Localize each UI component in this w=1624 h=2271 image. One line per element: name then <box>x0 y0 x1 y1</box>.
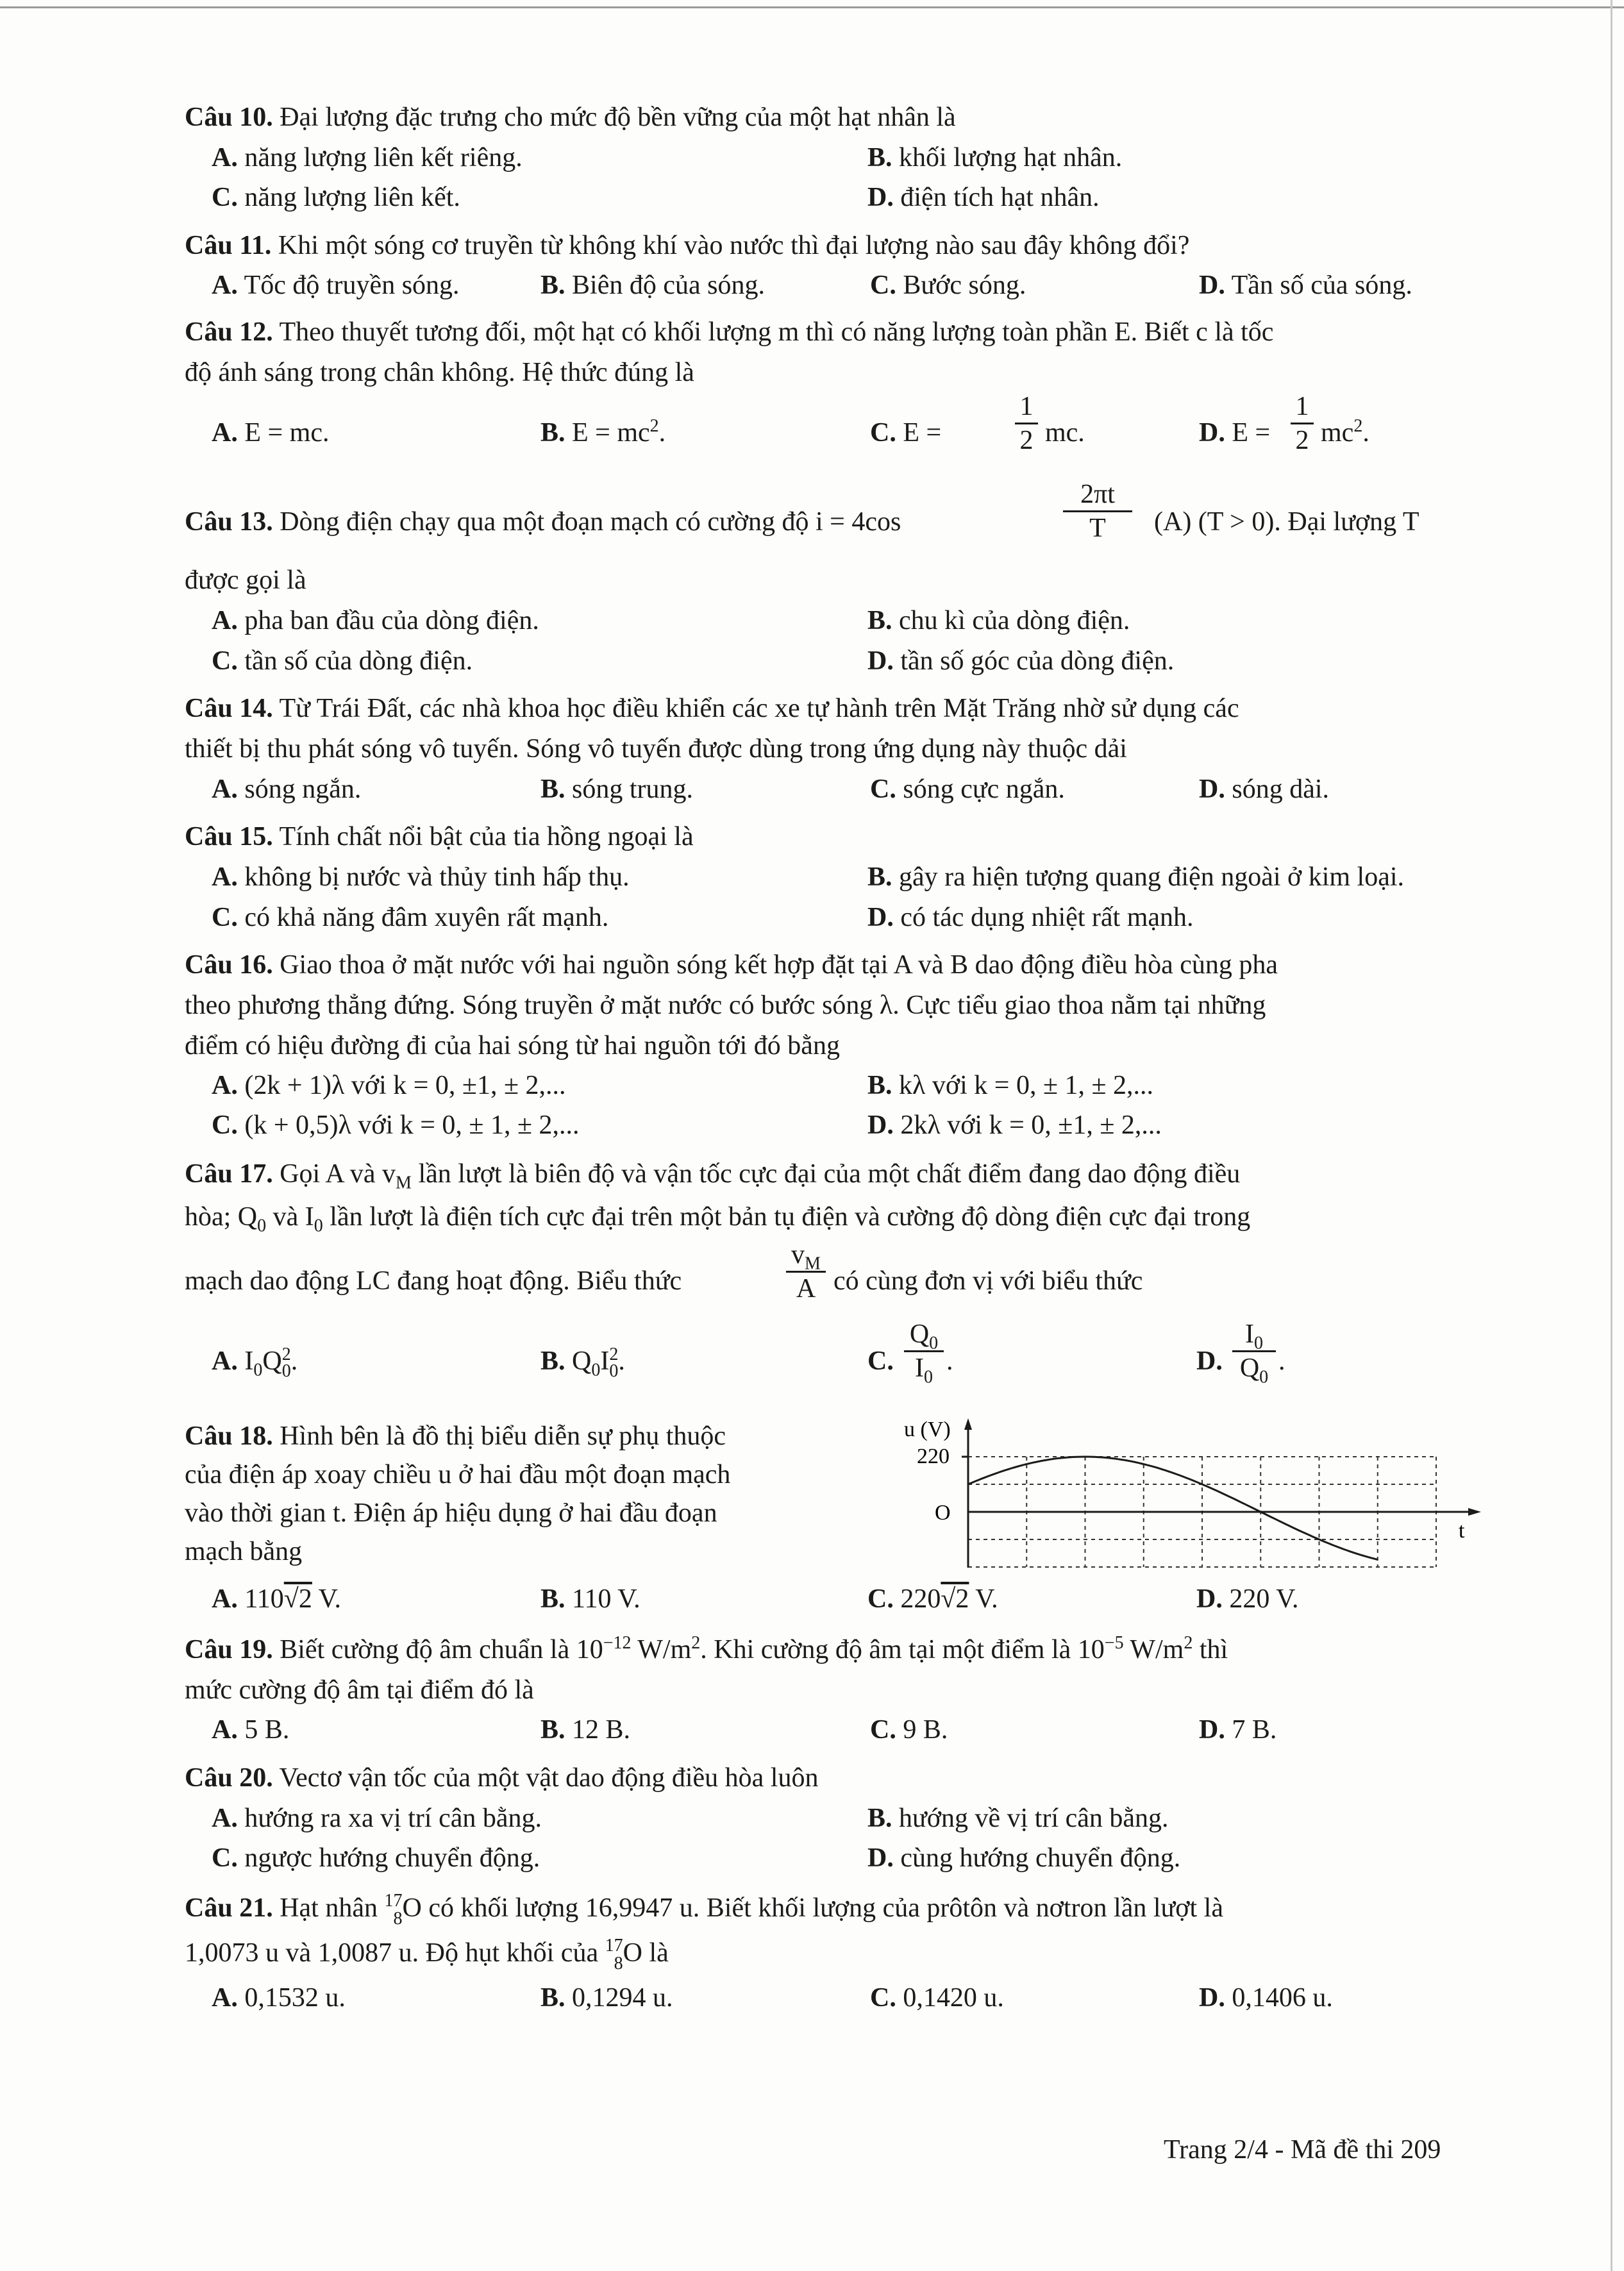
question-16-stem-line1: Câu 16. Giao thoa ở mặt nước với hai nguồn sóng kết hợp đặt tại A và B dao động điều hòa cùng pha <box>185 950 1278 980</box>
q13-fraction: 2πt T <box>1063 478 1132 544</box>
question-21-stem-line2: 1,0073 u và 1,0087 u. Độ hụt khối của 17 8 O là <box>185 1936 669 1974</box>
q15-option-d: D. có tác dụng nhiệt rất mạnh. <box>867 903 1194 932</box>
x-axis-label: t <box>1459 1519 1465 1543</box>
q12-option-d-fraction: 1 2 <box>1291 390 1314 457</box>
q18-option-c: C. 220√2 V. <box>867 1584 998 1614</box>
q21-option-c: C. 0,1420 u. <box>870 1983 1004 2013</box>
question-14-stem-line1: Câu 14. Từ Trái Đất, các nhà khoa học điều khiển các xe tự hành trên Mặt Trăng nhờ sử dụng các <box>185 694 1239 723</box>
q21-option-d: D. 0,1406 u. <box>1199 1983 1333 2013</box>
q14-option-b: B. sóng trung. <box>540 775 694 804</box>
q15-option-b: B. gây ra hiện tượng quang điện ngoài ở kim loại. <box>867 862 1405 892</box>
question-19-stem-line1: Câu 19. Biết cường độ âm chuẩn là $10^{-12}$ $W/m^2$. Khi cường độ âm tại một điểm là $10^{-5}$ $W/m^2$ thì <box>185 1633 1228 1664</box>
q14-option-a: A. sóng ngắn. <box>212 775 362 804</box>
q17-option-c-dot: . <box>946 1346 953 1376</box>
q17-option-b: B. $Q_0I$ 2 0 . <box>540 1345 625 1382</box>
q11-option-c: C. Bước sóng. <box>870 271 1026 300</box>
q19-option-c: C. 9 B. <box>870 1715 948 1745</box>
q17-option-d-label: D. <box>1196 1346 1223 1376</box>
y-axis-arrow <box>964 1418 972 1430</box>
q12-option-d-tail: $mc^2$. <box>1321 416 1369 448</box>
q19-option-b: B. 12 B. <box>540 1715 631 1745</box>
scan-border-right <box>1611 0 1612 2271</box>
q16-option-b: B. kλ với k = 0, ± 1, ± 2,... <box>867 1071 1154 1100</box>
q12-option-c: C. E = <box>870 418 942 448</box>
question-20-stem: Câu 20. Vectơ vận tốc của một vật dao động điều hòa luôn <box>185 1763 819 1793</box>
q20-option-b: B. hướng về vị trí cân bằng. <box>867 1804 1169 1833</box>
q11-option-a: A. Tốc độ truyền sóng. <box>212 271 460 300</box>
q17-option-d-fraction: $I_0$ $Q_0$ <box>1232 1318 1276 1384</box>
question-13-stem-line1: Câu 13. Dòng điện chạy qua một đoạn mạch có cường độ i = 4cos <box>185 507 901 537</box>
question-19-stem-line2: mức cường độ âm tại điểm đó là <box>185 1675 534 1705</box>
question-18-stem-line2: của điện áp xoay chiều u ở hai đầu một đoạn mạch <box>185 1460 731 1489</box>
q11-option-d: D. Tần số của sóng. <box>1199 271 1412 300</box>
q12-option-b: B. $E = mc^2$. <box>540 416 666 448</box>
question-12-stem-line2: độ ánh sáng trong chân không. Hệ thức đúng là <box>185 358 694 387</box>
q21-option-a: A. 0,1532 u. <box>212 1983 346 2013</box>
origin-label: O <box>935 1501 951 1525</box>
question-14-stem-line2: thiết bị thu phát sóng vô tuyến. Sóng vô tuyến được dùng trong ứng dụng này thuộc dải <box>185 734 1127 764</box>
q16-option-a: A. (2k + 1)λ với k = 0, ±1, ± 2,... <box>212 1071 566 1100</box>
q20-option-d: D. cùng hướng chuyển động. <box>867 1843 1181 1873</box>
q16-option-c: C. (k + 0,5)λ với k = 0, ± 1, ± 2,... <box>212 1110 580 1140</box>
q12-option-c-fraction: 1 2 <box>1015 390 1038 457</box>
q12-option-a: A. E = mc. <box>212 418 330 448</box>
q17-option-c-fraction: $Q_0$ $I_0$ <box>904 1318 944 1384</box>
q10-option-a: A. năng lượng liên kết riêng. <box>212 143 523 172</box>
question-17-stem-line2: hòa; $Q_0$ và $I_0$ lần lượt là điện tích cực đại trên một bản tụ điện và cường độ dòng điện cực đại trong <box>185 1202 1251 1236</box>
q15-option-a: A. không bị nước và thủy tinh hấp thụ. <box>212 862 630 892</box>
question-17-stem-line3-tail: có cùng đơn vị với biểu thức <box>833 1266 1143 1296</box>
q13-option-b: B. chu kì của dòng điện. <box>867 606 1130 635</box>
q16-option-d: D. 2kλ với k = 0, ±1, ± 2,... <box>867 1110 1162 1140</box>
question-18-stem-line1: Câu 18. Hình bên là đồ thị biểu diễn sự phụ thuộc <box>185 1421 726 1451</box>
scan-border-top <box>0 6 1624 8</box>
q13-option-a: A. pha ban đầu của dòng điện. <box>212 606 539 635</box>
q10-option-b: B. khối lượng hạt nhân. <box>867 143 1123 172</box>
q11-option-b: B. Biên độ của sóng. <box>540 271 765 300</box>
x-axis-arrow <box>1468 1508 1481 1516</box>
q18-option-a: A. 110√2 V. <box>212 1584 342 1614</box>
question-17-stem-line3: mạch dao động LC đang hoạt động. Biểu thức <box>185 1266 682 1296</box>
q14-option-d: D. sóng dài. <box>1199 775 1329 804</box>
q15-option-c: C. có khả năng đâm xuyên rất mạnh. <box>212 903 609 932</box>
q12-option-d: D. E = <box>1199 418 1271 448</box>
question-16-stem-line2: theo phương thẳng đứng. Sóng truyền ở mặt nước có bước sóng λ. Cực tiểu giao thoa nằm tại những <box>185 991 1266 1020</box>
q20-option-c: C. ngược hướng chuyển động. <box>212 1843 540 1873</box>
q20-option-a: A. hướng ra xa vị trí cân bằng. <box>212 1804 542 1833</box>
q13-option-d: D. tần số góc của dòng điện. <box>867 646 1175 676</box>
q17-option-a: A. $I_0Q$ 2 0 . <box>212 1345 298 1382</box>
q14-option-c: C. sóng cực ngắn. <box>870 775 1065 804</box>
q10-option-d: D. điện tích hạt nhân. <box>867 183 1100 212</box>
q17-option-d-dot: . <box>1278 1346 1285 1376</box>
question-15-stem: Câu 15. Tính chất nổi bật của tia hồng ngoại là <box>185 822 694 851</box>
question-21-stem-line1: Câu 21. Hạt nhân 17 8 O có khối lượng 16,9947 u. Biết khối lượng của prôtôn và nơtron lần lượt là <box>185 1891 1223 1929</box>
question-13-stem-tail: (A) (T > 0). Đại lượng T <box>1154 507 1419 537</box>
voltage-curve <box>968 1457 1378 1560</box>
q10-option-c: C. năng lượng liên kết. <box>212 183 460 212</box>
q19-option-d: D. 7 B. <box>1199 1715 1277 1745</box>
question-16-stem-line3: điểm có hiệu đường đi của hai sóng từ hai nguồn tới đó bằng <box>185 1031 840 1060</box>
y-axis-label: u (V) <box>904 1418 951 1441</box>
question-13-stem-line2: được gọi là <box>185 566 306 595</box>
question-11-stem: Câu 11. Khi một sóng cơ truyền từ không khí vào nước thì đại lượng nào sau đây không đổi? <box>185 231 1190 260</box>
q17-option-c-label: C. <box>867 1346 894 1376</box>
question-18-stem-line3: vào thời gian t. Điện áp hiệu dụng ở hai đầu đoạn <box>185 1498 717 1528</box>
q21-option-b: B. 0,1294 u. <box>540 1983 673 2013</box>
question-17-stem-line1: Câu 17. Gọi A và $v_M$ lần lượt là biên độ và vận tốc cực đại của một chất điểm đang dao động điều <box>185 1159 1241 1193</box>
voltage-time-graph <box>885 1411 1494 1577</box>
question-10-stem: Câu 10. Đại lượng đặc trưng cho mức độ bền vững của một hạt nhân là <box>185 103 956 132</box>
q18-option-d: D. 220 V. <box>1196 1584 1299 1614</box>
q12-option-c-tail: mc. <box>1045 418 1085 448</box>
y-tick-220: 220 <box>917 1445 950 1468</box>
q19-option-a: A. 5 B. <box>212 1715 290 1745</box>
q18-option-b: B. 110 V. <box>540 1584 640 1614</box>
page-footer: Trang 2/4 - Mã đề thi 209 <box>1164 2135 1441 2165</box>
q17-fraction-vm-over-a: $v_M$ A <box>786 1239 826 1305</box>
q13-option-c: C. tần số của dòng điện. <box>212 646 473 676</box>
question-18-stem-line4: mạch bằng <box>185 1537 303 1566</box>
question-12-stem-line1: Câu 12. Theo thuyết tương đối, một hạt có khối lượng m thì có năng lượng toàn phần E. Biết c là tốc <box>185 317 1274 347</box>
